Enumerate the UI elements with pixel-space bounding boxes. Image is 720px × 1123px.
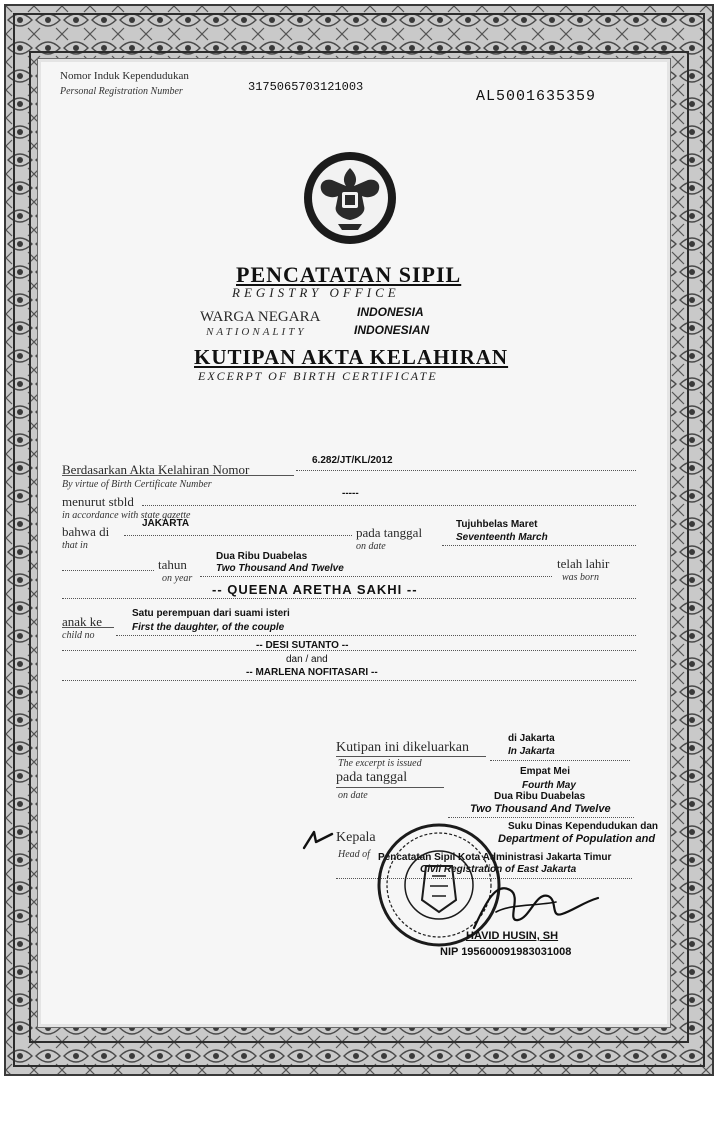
and-text: dan / and (286, 654, 328, 665)
serial-number: AL5001635359 (476, 88, 597, 105)
certificate-number-label: Berdasarkan Akta Kelahiran Nomor (62, 462, 250, 477)
nik-label: Nomor Induk Kependudukan (60, 70, 189, 82)
birth-date-label: pada tanggal (356, 525, 423, 540)
certificate-number: 6.282/JT/KL/2012 (312, 455, 393, 466)
child-order-value: Satu perempuan dari suami isteri (132, 608, 290, 619)
issued-date-label: pada tanggal (336, 770, 408, 785)
issued-label-en: The excerpt is issued (338, 758, 422, 769)
mother-name: -- MARLENA NOFITASARI -- (246, 667, 378, 678)
birth-place-label-en: that in (62, 540, 88, 551)
birth-date-value-en: Seventeenth March (456, 532, 548, 543)
birth-year-label: tahun (158, 557, 187, 572)
birth-date-value: Tujuhbelas Maret (456, 519, 538, 530)
issued-year-en: Two Thousand And Twelve (470, 803, 611, 815)
registry-office-subtitle: REGISTRY OFFICE (232, 285, 400, 300)
was-born-label: telah lahir (557, 556, 610, 571)
birth-year-label-en: on year (162, 573, 193, 584)
certificate-number-label-en: By virtue of Birth Certificate Number (62, 479, 212, 490)
state-gazette-label: menurut stbld (62, 494, 134, 509)
birth-year-value: Dua Ribu Duabelas (216, 551, 308, 562)
nationality-label: WARGA NEGARA (200, 309, 321, 325)
issued-date-label-en: on date (338, 790, 368, 801)
head-label: Kepala (336, 830, 376, 845)
head-label-en: Head of (338, 849, 370, 860)
father-name: -- DESI SUTANTO -- (256, 640, 349, 651)
registry-office-title: PENCATATAN SIPIL (236, 262, 462, 287)
department-line-4: Civil Registration of East Jakarta (420, 864, 577, 875)
birth-place-value: JAKARTA (142, 518, 190, 529)
issued-day-en: Fourth May (522, 780, 576, 791)
paraf-mark-icon (302, 828, 338, 852)
child-order-label: anak ke (62, 614, 103, 629)
issued-year: Dua Ribu Duabelas (494, 791, 586, 802)
official-name: HAVID HUSIN, SH (466, 930, 559, 942)
issued-day: Empat Mei (520, 766, 571, 777)
birth-year-value-en: Two Thousand And Twelve (216, 563, 344, 574)
issued-place-en: In Jakarta (508, 746, 555, 757)
department-line-2: Department of Population and (498, 833, 656, 845)
issued-label: Kutipan ini dikeluarkan (336, 740, 469, 755)
department-line-1: Suku Dinas Kependudukan dan (508, 821, 659, 832)
department-line-3: Pencatatan Sipil Kota Administrasi Jakarta Timur (378, 852, 612, 863)
nationality-label-en: NATIONALITY (206, 326, 307, 338)
state-gazette-label-en: in accordance with state gazette (62, 510, 191, 521)
nationality-value-en: INDONESIAN (354, 323, 430, 337)
was-born-label-en: was born (562, 572, 599, 583)
issued-place: di Jakarta (508, 733, 555, 744)
nik-label-en: Personal Registration Number (60, 86, 183, 97)
document-title: KUTIPAN AKTA KELAHIRAN (194, 345, 509, 369)
nik-value: 3175065703121003 (248, 80, 364, 94)
official-nip: NIP 195600091983031008 (440, 946, 572, 958)
state-gazette-value: ----- (342, 488, 359, 499)
garuda-emblem-icon (302, 150, 398, 246)
child-order-label-en: child no (62, 630, 95, 641)
birth-place-label: bahwa di (62, 524, 110, 539)
child-order-value-en: First the daughter, of the couple (132, 622, 285, 633)
birth-date-label-en: on date (356, 541, 386, 552)
nationality-value: INDONESIA (357, 305, 424, 319)
child-name: -- QUEENA ARETHA SAKHI -- (212, 582, 418, 597)
document-subtitle: EXCERPT OF BIRTH CERTIFICATE (198, 369, 438, 383)
